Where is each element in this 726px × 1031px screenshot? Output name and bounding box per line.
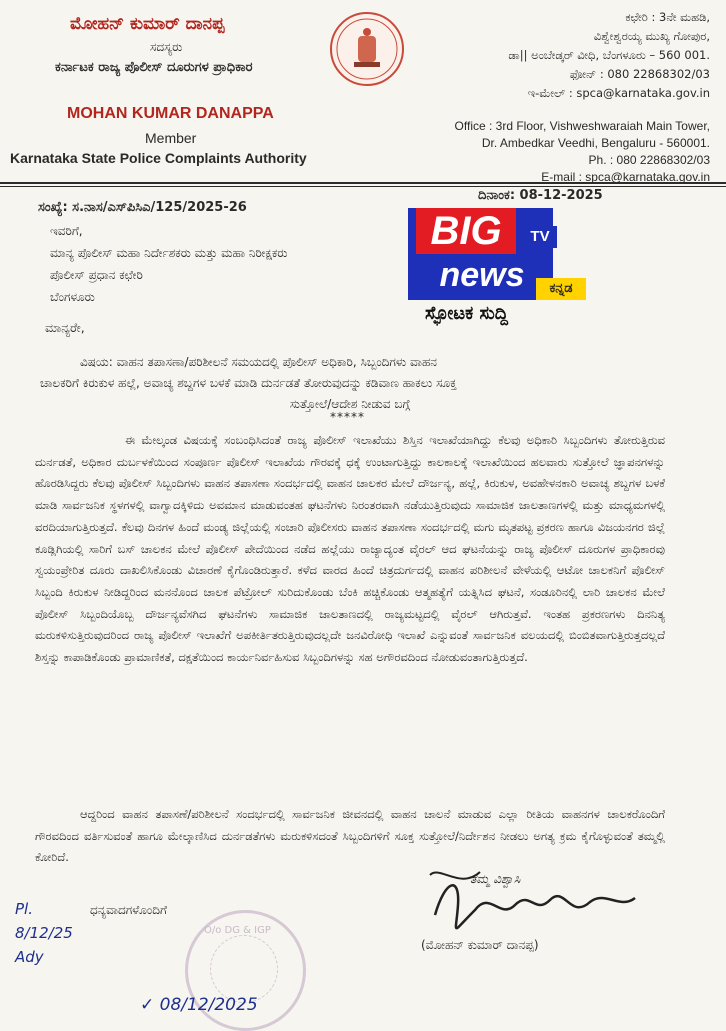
reference-number: ಸಂಖ್ಯೆ: ಸ.ನಾಸ/ಎಸ್‌ಪಿಸಿಎ/125/2025-26 — [38, 200, 247, 215]
seal-inner-ring — [210, 935, 278, 1003]
address-line: ಡಾ|| ಅಂಬೇಡ್ಕರ್ ವೀಧಿ, ಬೆಂಗಳೂರು – 560 001. — [508, 48, 710, 62]
authority-name-kannada: ಕರ್ನಾಟಕ ರಾಜ್ಯ ಪೊಲೀಸ್ ದೂರುಗಳ ಪ್ರಾಧಿಕಾರ — [55, 60, 253, 75]
address-line: Dr. Ambedkar Veedhi, Bengaluru - 560001. — [481, 136, 710, 150]
bignews-logo — [408, 208, 588, 300]
member-role-english: Member — [145, 130, 197, 146]
logo-big-text: BIG — [416, 208, 516, 254]
office-address-english — [455, 118, 710, 186]
logo-tagline: ಸ್ಫೋಟಕ ಸುದ್ದಿ — [425, 303, 509, 324]
logo-news-text: news — [416, 256, 548, 296]
handwritten-line: Ady — [15, 948, 44, 966]
government-emblem-icon — [330, 12, 404, 86]
member-role-kannada: ಸದಸ್ಯರು — [150, 40, 183, 54]
email-line: ಇ-ಮೇಲ್ : spca@karnataka.gov.in — [527, 86, 710, 100]
recipient-line: ಇವರಿಗೆ, — [50, 224, 83, 238]
subject-line: ವಿಷಯ: ವಾಹನ ತಪಾಸಣಾ/ಪರಿಶೀಲನೆ ಸಮಯದಲ್ಲಿ ಪೊಲೀಸ್ ಅಧಿಕಾರಿ, ಸಿಬ್ಬಂದಿಗಳು ವಾಹನ — [80, 355, 437, 369]
handwritten-line: 8/12/25 — [15, 924, 73, 942]
signature-scrawl — [420, 860, 680, 950]
recipient-line: ಮಾನ್ಯ ಪೊಲೀಸ್ ಮಹಾ ನಿರ್ದೇಶಕರು ಮತ್ತು ಮಹಾ ನಿರೀಕ್ಷಕರು — [50, 246, 288, 260]
signature-heading: ತಮ್ಮ ವಿಶ್ವಾಸಿ — [470, 872, 521, 886]
phone-line: Ph. : 080 22868302/03 — [588, 153, 710, 167]
body-paragraph-1: ಈ ಮೇಲ್ಕಂಡ ವಿಷಯಕ್ಕೆ ಸಂಬಂಧಿಸಿದಂತೆ ರಾಜ್ಯ ಪೊಲೀಸ್ ಇಲಾಖೆಯು ಶಿಸ್ತಿನ ಇಲಾಖೆಯಾಗಿದ್ದು ಕೆಲವು ಅಧಿಕಾರಿ ಸಿಬ್ಬಂದಿಗಳು ತೋರುತ್ತಿರುವ ದುರ್ನಡತೆ, ಅಧಿಕಾರ ದುರ್ಬಳಕೆಯಿಂದ ಸಂಪೂರ್ಣ ಪೊಲೀಸ್ ಇಲಾಖೆಯ ಗೌರವಕ್ಕೆ ಧಕ್ಕೆ ಉಂಟಾಗುತ್ತಿದ್ದು ಕಾಲಕಾಲಕ್ಕೆ ಇಲಾಖೆಯಿಂದ ಹಲವಾರು ಸುತ್ತೋಲೆ ಜ್ಞಾಪನಗಳನ್ನು ಹೊರಡಿಸಿದ್ದರು ಕೆಲವು ಪೊಲೀಸ್ ಸಿಬ್ಬಂದಿಗಳು ವಾಹನ ತಪಾಸಣಾ ಸಂದರ್ಭದಲ್ಲಿ ವಾಹನ ಚಾಲಕರ ಮೇಲೆ ದೌರ್ಜನ್ಯ, ಹಲ್ಲೆ, ಕಿರುಕುಳ, ಅವಹೇಳನಕಾರಿ ಅವಾಚ್ಯ ಶಬ್ದಗಳ ಬಳಕೆ ಮಾಡಿ ಸಾರ್ವಜನಿಕ ಸ್ಥಳಗಳಲ್ಲಿ ವಾಗ್ವಾದಕ್ಕಿಳಿದು ಅವಮಾನ ಮಾಡುವಂತಹ ಘಟನೆಗಳು ನಿರಂತರವಾಗಿ ನಡೆಯುತ್ತಿರುವುದು ಸಾಮಾಜಿಕ ಜಾಲತಾಣಗಳಲ್ಲಿ ಮತ್ತು ಮಾಧ್ಯಮಗಳಲ್ಲಿ ವರದಿಯಾಗುತ್ತಿರುತ್ತದೆ. ಕೆಲವು ದಿನಗಳ ಹಿಂದೆ ಮಂಡ್ಯ ಜಿಲ್ಲೆಯಲ್ಲಿ ಸಂಚಾರಿ ಪೊಲೀಸರು ವಾಹನ ತಪಾಸಣಾ ಸಂದರ್ಭದಲ್ಲಿ ಮಗು ಮೃತಪಟ್ಟ ಪ್ರಕರಣ ಹಾಗೂ ವಿಜಯನಗರ ಜಿಲ್ಲೆ ಕೂಡ್ಲಿಗಿಯಲ್ಲಿ ಸಾರಿಗೆ ಬಸ್ ಚಾಲಕನ ಮೇಲೆ ಪೊಲೀಸ್ ಪೇದೆಯಿಂದ ನಡೆದ ಹಲ್ಲೆಯು ರಾಜ್ಯಾದ್ಯಂತ ವೈರಲ್ ಆದ ಘಟನೆಯನ್ನು ರಾಜ್ಯ ಪೊಲೀಸ್ ದೂರುಗಳ ಪ್ರಾಧಿಕಾರವು ಸ್ವಯಂಪ್ರೇರಿತ ದೂರು ದಾಖಲಿಸಿಕೊಂಡು ವಿಚಾರಣೆ ಕೈಗೊಂಡಿರುತ್ತಾರೆ. ಕಳೆದ ವಾರದ ಹಿಂದೆ ಚಿತ್ರದುರ್ಗದಲ್ಲಿ ವಾಹನ ಪರಿಶೀಲನೆ ವೇಳೆಯಲ್ಲಿ ಆಟೋ ಚಾಲಕನಿಗೆ ಪೊಲೀಸ್ ಸಿಬ್ಬಂದಿ ಕಿರುಕುಳ ನೀಡಿದ್ದರಿಂದ ಮನನೊಂದ ಚಾಲಕ ಪೆಟ್ರೋಲ್ ಸುರಿದುಕೊಂಡು ಬೆಂಕಿ ಹಚ್ಚಿಕೊಂಡು ಆತ್ಮಹತ್ಯೆಗೆ ಯತ್ನಿಸಿದ ಘಟನೆ, ಸಂಡೂರಿನಲ್ಲಿ ಲಾರಿ ಚಾಲಕನ ಮೇಲೆ ಪೊಲೀಸ್ ಸಿಬ್ಬಂದಿಯೊಬ್ಬ ದೌರ್ಜನ್ಯವೆಸಗಿದ ಘಟನೆಗಳು ಸಾಮಾಜಿಕ ಜಾಲತಾಣದಲ್ಲಿ ರಾಜ್ಯಮಟ್ಟದಲ್ಲಿ ವೈರಲ್ ಆಗಿರುತ್ತವೆ. ಇಂತಹ ಪ್ರಕರಣಗಳು ದಿನನಿತ್ಯ ಮರುಕಳಿಸುತ್ತಿರುವುದರಿಂದ ರಾಜ್ಯ ಪೊಲೀಸ್ ಇಲಾಖೆಗೆ ಅಪಕೀರ್ತಿತರುತ್ತಿರುವುದಲ್ಲದೇ ಜನವಿರೋಧಿ ಇಲಾಖೆ ಎನ್ನುವಂತೆ ಸಾರ್ವಜನಿಕ ವಲಯದಲ್ಲಿ ಬಿಂಬಿತವಾಗುತ್ತಿರುತ್ತದಲ್ಲದೆ ಶಿಸ್ತನ್ನು ಕಾಪಾಡಿಕೊಂಡು ಪ್ರಾಮಾಣಿಕತೆ, ದಕ್ಷತೆಯಿಂದ ಕಾರ್ಯನಿರ್ವಹಿಸುವ ಸಿಬ್ಬಂದಿಗಳನ್ನು ಸಹ ಅಗೌರವದಿಂದ ನೋಡುವಂತಾಗುತ್ತಿರುತ್ತದೆ. — [35, 433, 665, 665]
handwritten-line: Pl. — [15, 900, 33, 918]
letter-date: ದಿನಾಂಕ: 08-12-2025 — [478, 188, 603, 203]
header-divider-thin — [0, 186, 726, 187]
handwritten-date: ✓ 08/12/2025 — [140, 995, 258, 1015]
body-paragraph-2: ಆದ್ದರಿಂದ ವಾಹನ ತಪಾಸಣೆ/ಪರಿಶೀಲನೆ ಸಂದರ್ಭದಲ್ಲಿ ಸಾರ್ವಜನಿಕ ಜೀವನದಲ್ಲಿ ವಾಹನ ಚಾಲನೆ ಮಾಡುವ ಎಲ್ಲಾ ರೀತಿಯ ವಾಹನಗಳ ಚಾಲಕರೊಂದಿಗೆ ಗೌರವದಿಂದ ವರ್ತಿಸುವಂತೆ ಹಾಗೂ ಮೇಲ್ಕಾಣಿಸಿದ ದುರ್ನಡತೆಗಳು ಮರುಕಳಿಸದಂತೆ ಸಿಬ್ಬಂದಿಗಳಿಗೆ ಸೂಕ್ತ ಸುತ್ತೋಲೆ/ನಿರ್ದೇಶನ ನೀಡಲು ಅಗತ್ಯ ಕ್ರಮ ಕೈಗೊಳ್ಳುವಂತೆ ತಮ್ಮಲ್ಲಿ ಕೋರಿದೆ. — [35, 807, 665, 864]
closing-text: ಧನ್ಯವಾದಗಳೊಂದಿಗೆ — [90, 903, 167, 917]
subject-line: ಚಾಲಕರಿಗೆ ಕಿರುಕುಳ ಹಲ್ಲೆ, ಅವಾಚ್ಯ ಶಬ್ದಗಳ ಬಳಕೆ ಮಾಡಿ ದುರ್ನಡತೆ ತೋರುವುದನ್ನು ಕಡಿವಾಣ ಹಾಕಲು ಸೂಕ್ತ — [40, 376, 457, 390]
logo-tv-text: TV — [523, 226, 557, 248]
logo-kannada-badge: ಕನ್ನಡ — [536, 278, 586, 300]
salutation: ಮಾನ್ಯರೇ, — [45, 320, 85, 335]
authority-name-english: Karnataka State Police Complaints Authority — [10, 150, 307, 166]
recipient-line: ಪೊಲೀಸ್ ಪ್ರಧಾನ ಕಛೇರಿ — [50, 268, 143, 282]
address-line: ಕಛೇರಿ : 3ನೇ ಮಹಡಿ, — [625, 10, 710, 24]
section-separator: ***** — [330, 410, 365, 424]
signatory-name: (ಮೋಹನ್ ಕುಮಾರ್ ದಾನಪ್ಪ) — [421, 938, 539, 952]
address-line: ವಿಶ್ವೇಶ್ವರಯ್ಯ ಮುಖ್ಯ ಗೋಪುರ, — [593, 29, 710, 43]
seal-text: O/o DG & IGP — [204, 925, 271, 936]
recipient-block — [50, 220, 287, 308]
phone-line: ಫೋನ್ : 080 22868302/03 — [569, 67, 710, 81]
subject-line: ಸುತ್ತೋಲೆ/ಆದೇಶ ನೀಡುವ ಬಗ್ಗೆ — [289, 397, 411, 411]
handwritten-note — [15, 897, 73, 969]
member-name-kannada: ಮೋಹನ್ ಕುಮಾರ್ ದಾನಪ್ಪ — [70, 14, 225, 34]
member-name-english: MOHAN KUMAR DANAPPA — [67, 105, 274, 122]
subject-block — [40, 352, 660, 415]
email-line: E-mail : spca@karnataka.gov.in — [541, 170, 710, 184]
office-address-kannada — [508, 8, 710, 103]
address-line: Office : 3rd Floor, Vishweshwaraiah Main Tower, — [454, 119, 710, 133]
header-divider — [0, 182, 726, 184]
recipient-line: ಬೆಂಗಳೂರು — [50, 290, 95, 304]
